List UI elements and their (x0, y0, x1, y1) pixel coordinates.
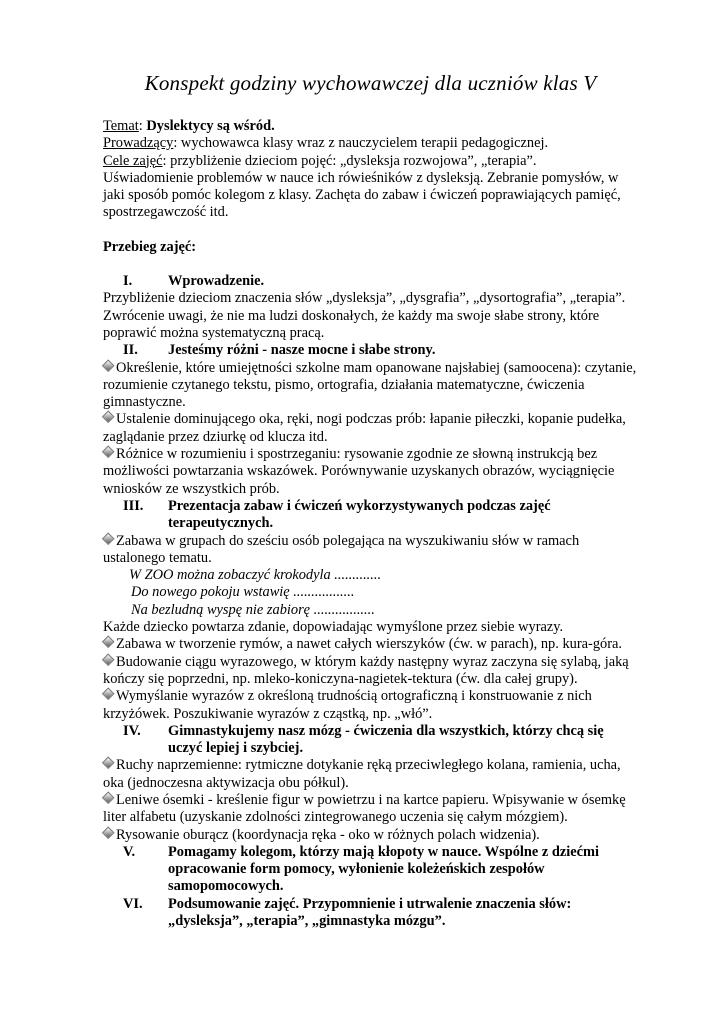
list-item: Zabawa w grupach do sześciu osób polegająca na wyszukiwaniu słów w ramach ustalonego tematu. (103, 532, 580, 566)
diamond-bullet-icon (102, 411, 115, 424)
section-3-heading (103, 498, 638, 533)
document-title: Konspekt godziny wychowawczej dla uczniów klas V (144, 71, 597, 95)
list-item: Wymyślanie wyrazów z określoną trudnością ortograficzną i konstruowanie z nich krzyżówek. Poszukiwanie wyrazów z cząstką, np. „włó”. (103, 688, 592, 722)
section-5-number: V. (123, 843, 136, 860)
diamond-bullet-icon (102, 636, 115, 649)
list-item: Rysowanie oburącz (koordynacja ręka - oko w różnych polach widzenia). (103, 827, 638, 844)
section-2-number: II. (123, 342, 138, 359)
list-item: Ruchy naprzemienne: rytmiczne dotykanie ręką przeciwległego kolana, ramienia, ucha, oka (jednoczesna aktywizacja obu półkul). (103, 757, 621, 791)
section-5-title: Pomagamy kolegom, którzy mają kłopoty w nauce. Wspólne z dziećmi opracowanie form pomocy, wyłonienie koleżeńskich zespołów samopomocowych. (168, 843, 600, 895)
cele-line (103, 153, 638, 170)
list-item: Zabawa w tworzenie rymów, a nawet całych wierszyków (ćw. w parach), np. kura-góra. (103, 636, 638, 653)
section-4-heading (103, 723, 638, 758)
diamond-bullet-icon (102, 688, 115, 701)
section-2-title: Jesteśmy różni - nasze mocne i słabe strony. (168, 342, 436, 359)
list-item: Różnice w rozumieniu i spostrzeganiu: rysowanie zgodnie ze słowną instrukcją bez możliwości powtarzania wskazówek. Porównywanie uzyskanych obrazów, wyciągnięcie wniosków ze wszystkich prób. (103, 446, 615, 497)
przebieg-heading: Przebieg zajęć: (103, 238, 197, 255)
example-sentence-2: Do nowego pokoju wstawię ................. (131, 584, 355, 601)
cele-label: Cele zajęć (103, 152, 163, 169)
temat-line: Temat: Dyslektycy są wśród. (103, 118, 275, 134)
section-5-heading (103, 844, 638, 896)
section-3-title: Prezentacja zabaw i ćwiczeń wykorzystywanych podczas zajęć terapeutycznych. (168, 497, 551, 532)
document-page (103, 70, 638, 930)
section-6-heading (103, 896, 638, 931)
cele-more: Uświadomienie problemów w nauce ich rówieśników z dysleksją. Zebranie pomysłów, w jaki sposób pomóc kolegom z klasy. Zachęta do zabaw i ćwiczeń poprawiających pamięć, spostrzegawczość itd. (103, 169, 621, 221)
prowadzacy-value: : wychowawca klasy wraz z nauczycielem terapii pedagogicznej. (173, 135, 549, 152)
section-1-heading (103, 273, 638, 290)
section-1-number: I. (123, 273, 133, 290)
prowadzacy-label: Prowadzący (103, 135, 174, 152)
temat-label: Temat (103, 118, 139, 134)
section-4-number: IV. (123, 722, 141, 739)
section-1-title: Wprowadzenie. (168, 273, 265, 290)
diamond-bullet-icon (102, 826, 115, 839)
cele-value: : przybliżenie dzieciom pojęć: „dysleksja rozwojowa”, „terapia”. (162, 152, 537, 169)
diamond-bullet-icon (102, 653, 115, 666)
prowadzacy-line (103, 135, 638, 152)
list-item: Ustalenie dominującego oka, ręki, nogi podczas prób: łapanie piłeczki, kopanie pudełka, zaglądanie przez dziurkę od klucza itd. (103, 411, 626, 445)
example-sentence-1: W ZOO można zobaczyć krokodyla ............. (129, 567, 382, 584)
list-item: Określenie, które umiejętności szkolne mam opanowane najsłabiej (samoocena): czytanie, rozumienie czytanego tekstu, pismo, ortografia, działania matematyczne, ćwiczenia gimnastyczne. (103, 359, 637, 411)
example-sentence-3: Na bezludną wyspę nie zabiorę ................. (131, 601, 375, 618)
diamond-bullet-icon (102, 445, 115, 458)
section-1-text: Przybliżenie dzieciom znaczenia słów „dysleksja”, „dysgrafia”, „dysortografia”, „terapia”. Zwrócenie uwagi, że nie ma ludzi doskonałych, że każdy ma swoje słabe strony, które poprawić można systematyczną pracą. (103, 290, 626, 341)
diamond-bullet-icon (102, 791, 115, 804)
diamond-bullet-icon (102, 359, 115, 372)
section-3-note: Każde dziecko powtarza zdanie, dopowiadając wymyślone przez siebie wyrazy. (103, 619, 564, 636)
section-4-title: Gimnastykujemy nasz mózg - ćwiczenia dla wszystkich, którzy chcą się uczyć lepiej i szybciej. (168, 722, 604, 757)
section-6-title: Podsumowanie zajęć. Przypomnienie i utrwalenie znaczenia słów: „dysleksja”, „terapia”, „gimnastyka mózgu”. (168, 895, 572, 930)
section-6-number: VI. (123, 895, 143, 912)
section-3-number: III. (123, 497, 144, 514)
temat-value: Dyslektycy są wśród. (146, 118, 275, 134)
diamond-bullet-icon (102, 757, 115, 770)
section-2-heading (103, 342, 638, 359)
list-item: Budowanie ciągu wyrazowego, w którym każdy następny wyraz zaczyna się sylabą, jaką kończy się poprzedni, np. mleko-koniczyna-nagietek-tektura (ćw. dla całej grupy). (103, 653, 629, 687)
list-item: Leniwe ósemki - kreślenie figur w powietrzu i na kartce papieru. Wpisywanie w ósemkę liter alfabetu (uzyskanie zdolności zintegrowanego uczenia się całym mózgiem). (103, 791, 626, 826)
diamond-bullet-icon (102, 532, 115, 545)
